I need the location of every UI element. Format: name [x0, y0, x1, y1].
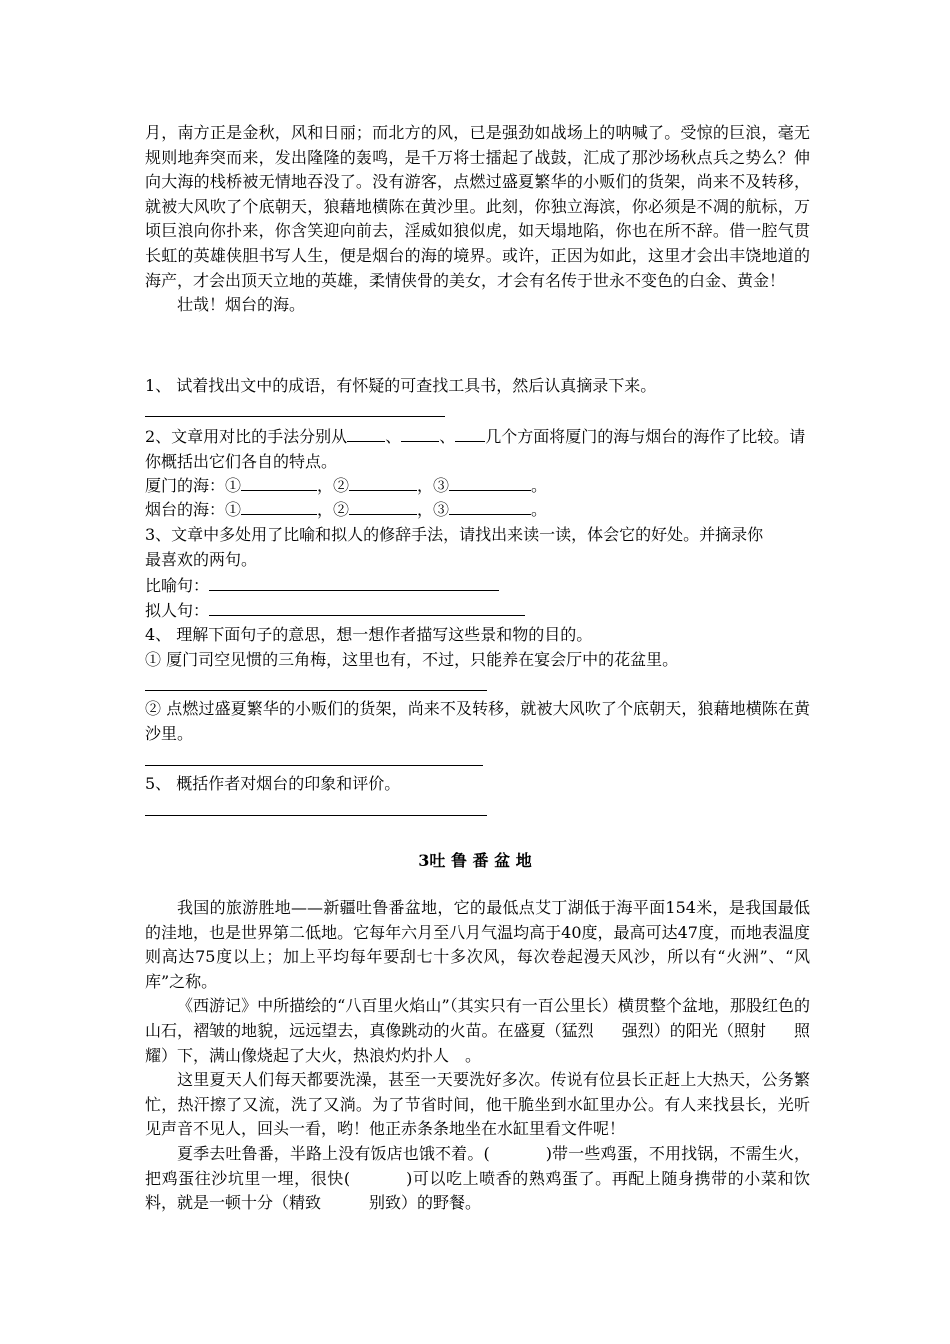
xiamen-blank-1[interactable]: [241, 474, 317, 491]
personify-blank[interactable]: [209, 599, 525, 616]
para2-part-d: 。: [465, 1045, 482, 1065]
xiamen-blank-2[interactable]: [349, 474, 417, 491]
question-1: 1、 试着找出文中的成语，有怀疑的可查找工具书，然后认真摘录下来。: [145, 376, 657, 395]
answer-line-1[interactable]: [145, 416, 445, 417]
question-2: [145, 425, 805, 449]
passage-2-paragraph-4: [145, 1142, 810, 1216]
para2-part-b: 强烈）的阳光（照射: [621, 1020, 766, 1040]
mark-2: ，②: [317, 476, 350, 495]
yantai-label: 烟台的海：①: [145, 500, 242, 519]
yantai-row: [145, 498, 547, 522]
xiamen-label: 厦门的海：①: [145, 476, 242, 495]
answer-line-5[interactable]: [145, 815, 487, 816]
separator: 、: [385, 427, 402, 446]
metaphor-blank[interactable]: [209, 574, 499, 591]
xiamen-row: [145, 474, 547, 498]
yantai-blank-1[interactable]: [241, 498, 317, 515]
passage-2-paragraph-2: [145, 994, 810, 1068]
question-3: 3、文章中多处用了比喻和拟人的修辞手法，请找出来读一读，体会它的好处。并摘录你: [145, 525, 764, 544]
personify-row: [145, 599, 525, 623]
section-title: 3吐 鲁 番 盆 地: [418, 851, 532, 870]
question-4-sentence-2-text: ② 点燃过盛夏繁华的小贩们的货架，尚来不及转移，就被大风吹了个底朝天，狼藉地横陈在黄沙里。: [145, 699, 810, 743]
passage-2: [145, 896, 810, 1216]
para2-part-a: 《西游记》中所描绘的“八百里火焰山”（其实只有一百公里长）横贯整个盆地，那股红色的山石，褶皱的地貌，远远望去，真像跳动的火苗。在盛夏（猛烈: [145, 996, 810, 1040]
passage-2-paragraph-1: 我国的旅游胜地——新疆吐鲁番盆地，它的最低点艾丁湖低于海平面154米，是我国最低的洼地，也是世界第二低地。它每年六月至八月气温均高于40度，最高可达47度，而地表温度则高达75度以上；加上平均每年要刮七十多次风，每次卷起漫天风沙，所以有“火洲”、“风库”之称。: [145, 898, 810, 991]
passage-closing: 壮哉！烟台的海。: [177, 295, 306, 315]
xiamen-blank-3[interactable]: [449, 474, 531, 491]
passage-paragraph: 月，南方正是金秋，风和日丽；而北方的风，已是强劲如战场上的呐喊了。受惊的巨浪，毫无规则地奔突而来，发出隆隆的轰鸣，是千万将士擂起了战鼓，汇成了那沙场秋点兵之势么？伸向大海的栈桥被无情地吞没了。没有游客，点燃过盛夏繁华的小贩们的货架，尚来不及转移，就被大风吹了个底朝天，狼藉地横陈在黄沙里。此刻，你独立海滨，你必须是不凋的航标，万顷巨浪向你扑来，你含笑迎向前去，淫威如狼似虎，如天塌地陷，你也在所不辞。借一腔气贯长虹的英雄侠胆书写人生，便是烟台的海的境界。或许，正因为如此，这里才会出丰饶地道的海产，才会出顶天立地的英雄，柔情侠骨的美女，才会有名传于世永不变色的白金、黄金！: [145, 123, 810, 290]
question-3-line2: 最喜欢的两句。: [145, 550, 258, 569]
end-mark: 。: [531, 476, 548, 495]
passage-2-paragraph-3: 这里夏天人们每天都要洗澡，甚至一天要洗好多次。传说有位县长正赶上大热天，公务繁忙，热汗擦了又流，洗了又淌。为了节省时间，他干脆坐到水缸里办公。有人来找县长，光听见声音不见人，回头一看，哟！他正赤条条地坐在水缸里看文件呢！: [145, 1070, 810, 1139]
end-mark: 。: [531, 500, 548, 519]
question-2-text: 2、文章用对比的手法分别从: [145, 427, 348, 446]
question-5: 5、 概括作者对烟台的印象和评价。: [145, 774, 401, 793]
question-4-sentence-1: ① 厦门司空见惯的三角梅，这里也有，不过，只能养在宴会厅中的花盆里。: [145, 650, 679, 669]
question-2-line2: 你概括出它们各自的特点。: [145, 452, 338, 471]
answer-line-4-1[interactable]: [145, 690, 487, 691]
yantai-blank-3[interactable]: [449, 498, 531, 515]
para4-part-b: )带一些鸡蛋，不用找锅，不需生火，把鸡蛋往沙坑里一埋，很快(: [145, 1143, 810, 1188]
para4-part-c: )可以吃上喷香的熟鸡蛋了。再配上随身携带的小菜和饮料，就是一顿十分（精致: [145, 1168, 810, 1213]
passage-continuation: [145, 121, 810, 318]
mark-2: ，②: [317, 500, 350, 519]
question-4-sentence-2: [145, 697, 810, 746]
para4-part-a: 夏季去吐鲁番，半路上没有饭店也饿不着。(: [177, 1143, 490, 1163]
question-2-text-cont: 几个方面将厦门的海与烟台的海作了比较。请: [485, 427, 806, 446]
yantai-blank-2[interactable]: [349, 498, 417, 515]
answer-line-4-2[interactable]: [145, 765, 483, 766]
blank-aspect-3[interactable]: [455, 425, 485, 442]
mark-3: ，③: [417, 476, 450, 495]
separator: 、: [439, 427, 456, 446]
personify-label: 拟人句：: [145, 601, 210, 620]
blank-aspect-1[interactable]: [347, 425, 385, 442]
metaphor-label: 比喻句：: [145, 576, 210, 595]
para2-part-c: 照耀）下，满山像烧起了大火，热浪灼灼扑人: [145, 1020, 810, 1065]
blank-aspect-2[interactable]: [401, 425, 439, 442]
mark-3: ，③: [417, 500, 450, 519]
question-4: 4、 理解下面句子的意思，想一想作者描写这些景和物的目的。: [145, 625, 593, 644]
para4-part-d: 别致）的野餐。: [369, 1193, 482, 1213]
metaphor-row: [145, 574, 499, 598]
